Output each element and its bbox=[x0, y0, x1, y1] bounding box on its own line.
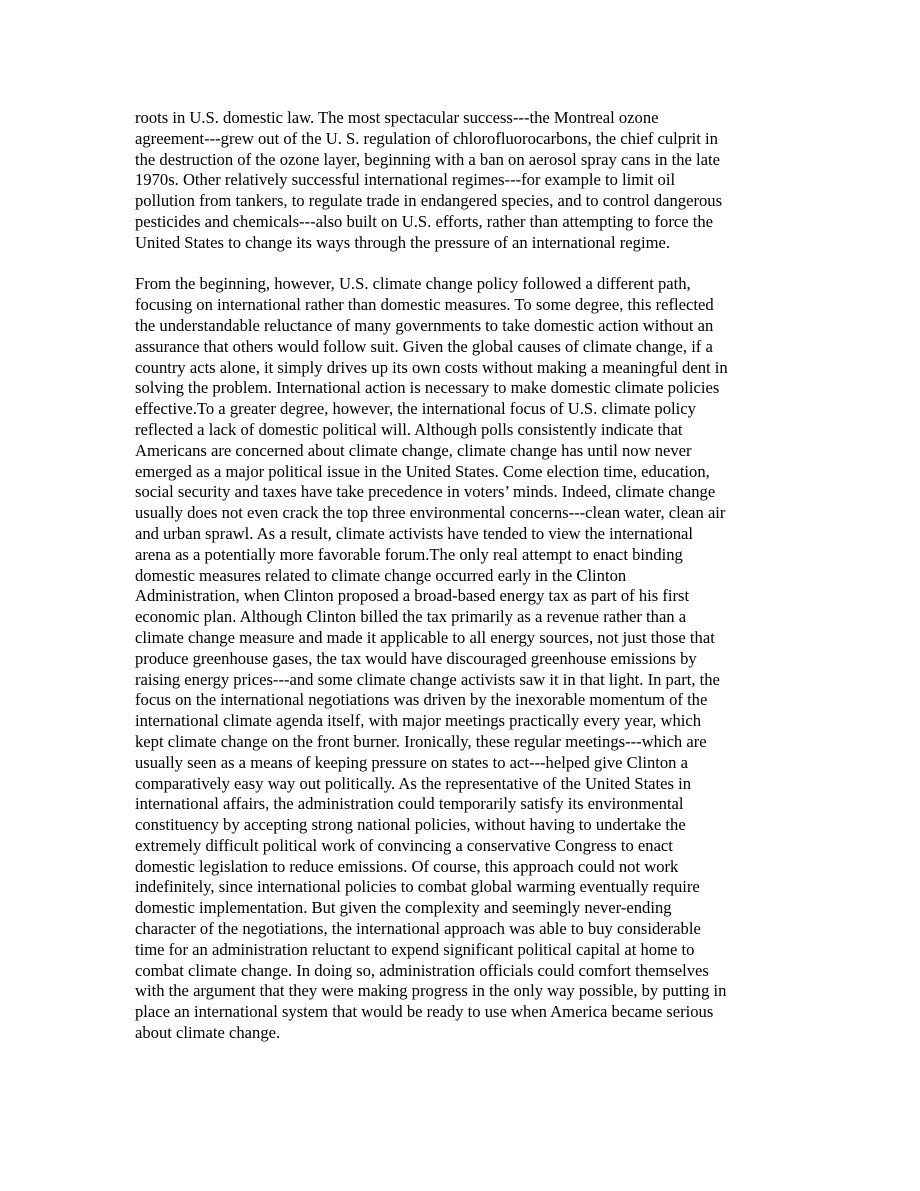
text-line: character of the negotiations, the international approach was able to buy considerable bbox=[135, 919, 701, 939]
text-line: constituency by accepting strong national policies, without having to undertake the bbox=[135, 815, 686, 835]
text-line: international climate agenda itself, with major meetings practically every year, which bbox=[135, 711, 702, 731]
text-line: 1970s. Other relatively successful international regimes---for example to limit oil bbox=[135, 170, 676, 190]
text-line: focusing on international rather than domestic measures. To some degree, this reflected bbox=[135, 295, 714, 315]
text-line: effective.To a greater degree, however, the international focus of U.S. climate policy bbox=[135, 399, 696, 419]
text-line: Americans are concerned about climate change, climate change has until now never bbox=[135, 440, 692, 460]
text-line: social security and taxes have take precedence in voters’ minds. Indeed, climate change bbox=[135, 482, 716, 502]
text-line: produce greenhouse gases, the tax would have discouraged greenhouse emissions by bbox=[135, 648, 697, 668]
text-line: agreement---grew out of the U. S. regulation of chlorofluorocarbons, the chief culprit in bbox=[135, 128, 718, 148]
text-line: combat climate change. In doing so, administration officials could comfort themselves bbox=[135, 960, 709, 980]
text-line: arena as a potentially more favorable forum.The only real attempt to enact binding bbox=[135, 544, 683, 564]
paragraph-1 bbox=[135, 108, 785, 254]
text-line: roots in U.S. domestic law. The most spectacular success---the Montreal ozone bbox=[135, 108, 659, 127]
text-line: raising energy prices---and some climate change activists saw it in that light. In part, the bbox=[135, 669, 720, 689]
text-line: the destruction of the ozone layer, beginning with a ban on aerosol spray cans in the late bbox=[135, 149, 721, 169]
paragraph-spacer bbox=[135, 254, 785, 275]
text-line: usually does not even crack the top three environmental concerns---clean water, clean air bbox=[135, 503, 726, 523]
text-line: place an international system that would be ready to use when America became serious bbox=[135, 1002, 714, 1022]
text-line: pollution from tankers, to regulate trade in endangered species, and to control dangerous bbox=[135, 191, 723, 211]
text-line: United States to change its ways through the pressure of an international regime. bbox=[135, 232, 671, 252]
text-line: pesticides and chemicals---also built on U.S. efforts, rather than attempting to force the bbox=[135, 211, 713, 231]
text-line: reflected a lack of domestic political will. Although polls consistently indicate that bbox=[135, 419, 683, 439]
text-line: usually seen as a means of keeping pressure on states to act---helped give Clinton a bbox=[135, 752, 688, 772]
text-line: time for an administration reluctant to expend significant political capital at home to bbox=[135, 939, 695, 959]
text-line: solving the problem. International action is necessary to make domestic climate policies bbox=[135, 378, 720, 398]
text-line: kept climate change on the front burner. Ironically, these regular meetings---which are bbox=[135, 731, 707, 751]
text-line: domestic measures related to climate change occurred early in the Clinton bbox=[135, 565, 627, 585]
document-page bbox=[135, 108, 785, 1044]
text-line: domestic implementation. But given the complexity and seemingly never-ending bbox=[135, 898, 672, 918]
text-line: international affairs, the administration could temporarily satisfy its environmental bbox=[135, 794, 684, 814]
text-line: Administration, when Clinton proposed a broad-based energy tax as part of his first bbox=[135, 586, 690, 606]
text-line: about climate change. bbox=[135, 1023, 281, 1043]
text-line: country acts alone, it simply drives up its own costs without making a meaningful dent in bbox=[135, 357, 728, 377]
text-line: focus on the international negotiations was driven by the inexorable momentum of the bbox=[135, 690, 708, 710]
text-line: indefinitely, since international policies to combat global warming eventually require bbox=[135, 877, 700, 897]
paragraph-2 bbox=[135, 274, 785, 1043]
text-line: extremely difficult political work of convincing a conservative Congress to enact bbox=[135, 835, 673, 855]
text-line: domestic legislation to reduce emissions. Of course, this approach could not work bbox=[135, 856, 679, 876]
text-line: climate change measure and made it applicable to all energy sources, not just those that bbox=[135, 627, 715, 647]
text-line: with the argument that they were making progress in the only way possible, by putting in bbox=[135, 981, 727, 1001]
text-line: and urban sprawl. As a result, climate activists have tended to view the international bbox=[135, 523, 694, 543]
text-line: economic plan. Although Clinton billed the tax primarily as a revenue rather than a bbox=[135, 607, 687, 627]
text-line: From the beginning, however, U.S. climate change policy followed a different path, bbox=[135, 274, 691, 294]
text-line: comparatively easy way out politically. As the representative of the United States in bbox=[135, 773, 692, 793]
text-line: assurance that others would follow suit. Given the global causes of climate change, if a bbox=[135, 336, 713, 356]
text-line: emerged as a major political issue in the United States. Come election time, education, bbox=[135, 461, 710, 481]
text-line: the understandable reluctance of many governments to take domestic action without an bbox=[135, 315, 714, 335]
